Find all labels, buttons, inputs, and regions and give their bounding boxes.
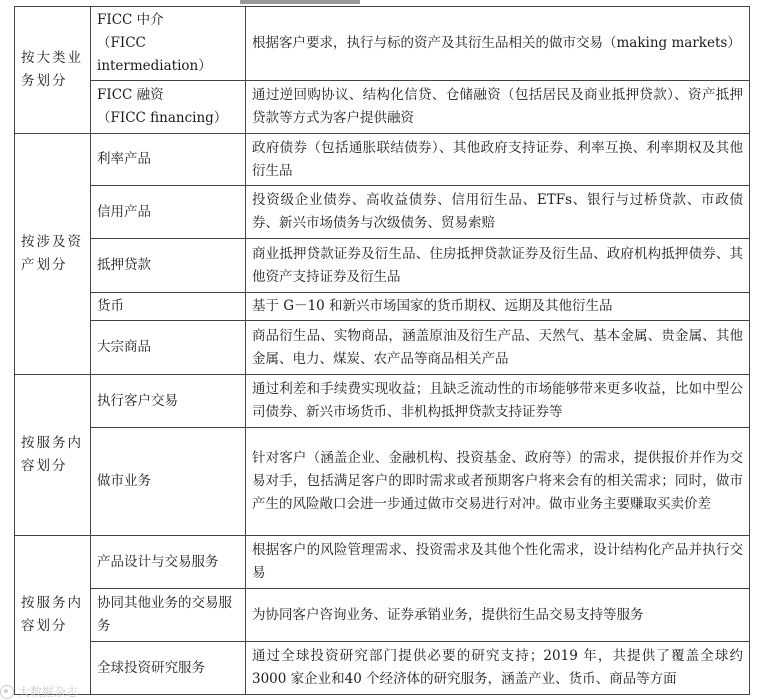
- watermark: [0, 683, 78, 700]
- item-cell: 全球投资研究服务: [91, 642, 246, 695]
- desc-cell: 政府债券（包括通胀联结债券）、其他政府支持证券、利率互换、利率期权及其他衍生品: [246, 134, 750, 186]
- caption-fragment: [240, 0, 360, 4]
- category-cell: 按大类业务划分: [15, 7, 91, 134]
- item-cell: 货币: [91, 293, 246, 321]
- desc-cell: 商业抵押贷款证券及衍生品、住房抵押贷款证券及衍生品、政府机构抵押债券、其他资产支持证券及衍生品: [246, 239, 750, 293]
- item-cell: 做市业务: [91, 428, 246, 536]
- category-cell: 按服务内容划分: [15, 375, 91, 536]
- table-row: [15, 642, 750, 695]
- table-row: [15, 589, 750, 642]
- desc-cell: 通过利差和手续费实现收益；且缺乏流动性的市场能够带来更多收益，比如中型公司债券、新兴市场货币、非机构抵押贷款支持证券等: [246, 375, 750, 428]
- desc-cell: 为协同客户咨询业务、证券承销业务，提供衍生品交易支持等服务: [246, 589, 750, 642]
- desc-cell: 根据客户要求，执行与标的资产及其衍生品相关的做市交易（making markets）: [246, 7, 750, 81]
- table-row: [15, 428, 750, 536]
- item-cell: 利率产品: [91, 134, 246, 186]
- item-cell: 协同其他业务的交易服务: [91, 589, 246, 642]
- item-cell: FICC 融资 （FICC financing）: [91, 81, 246, 134]
- desc-cell: 根据客户的风险管理需求、投资需求及其他个性化需求，设计结构化产品并执行交易: [246, 536, 750, 589]
- desc-cell: 通过逆回购协议、结构化信贷、仓储融资（包括居民及商业抵押贷款）、资产抵押贷款等方式为客户提供融资: [246, 81, 750, 134]
- ficc-business-table: [14, 6, 750, 695]
- item-cell: 执行客户交易: [91, 375, 246, 428]
- table-row: [15, 321, 750, 375]
- table-row: [15, 536, 750, 589]
- desc-cell: 通过全球投资研究部门提供必要的研究支持；2019 年，共提供了覆盖全球约3000 家企业和40 个经济体的研究服务，涵盖产业、货币、商品等方面: [246, 642, 750, 695]
- table-row: [15, 375, 750, 428]
- item-cell: 产品设计与交易服务: [91, 536, 246, 589]
- category-cell: 按服务内容划分: [15, 536, 91, 695]
- watermark-text: 大数据杂志: [18, 685, 79, 699]
- table-row: [15, 134, 750, 186]
- category-cell: 按涉及资产划分: [15, 134, 91, 375]
- item-cell: 信用产品: [91, 186, 246, 239]
- desc-cell: 针对客户（涵盖企业、金融机构、投资基金、政府等）的需求，提供报价并作为交易对手，包括满足客户的即时需求或者预期客户将来会有的相关需求；同时，做市产生的风险敞口会进一步通过做市交易进行对冲。做市业务主要赚取买卖价差: [246, 428, 750, 536]
- table-row: [15, 293, 750, 321]
- desc-cell: 投资级企业债券、高收益债券、信用衍生品、ETFs、银行与过桥贷款、市政债券、新兴市场债务与次级债务、贸易索赔: [246, 186, 750, 239]
- table-row: [15, 81, 750, 134]
- table-row: [15, 239, 750, 293]
- item-cell: 抵押贷款: [91, 239, 246, 293]
- desc-cell: 基于 G－10 和新兴市场国家的货币期权、远期及其他衍生品: [246, 293, 750, 321]
- table-row: [15, 7, 750, 81]
- table-row: [15, 186, 750, 239]
- item-cell: FICC 中介 （FICC intermediation）: [91, 7, 246, 81]
- item-cell: 大宗商品: [91, 321, 246, 375]
- desc-cell: 商品衍生品、实物商品，涵盖原油及衍生产品、天然气、基本金属、贵金属、其他金属、电力、煤炭、农产品等商品相关产品: [246, 321, 750, 375]
- watermark-logo-icon: [0, 685, 14, 699]
